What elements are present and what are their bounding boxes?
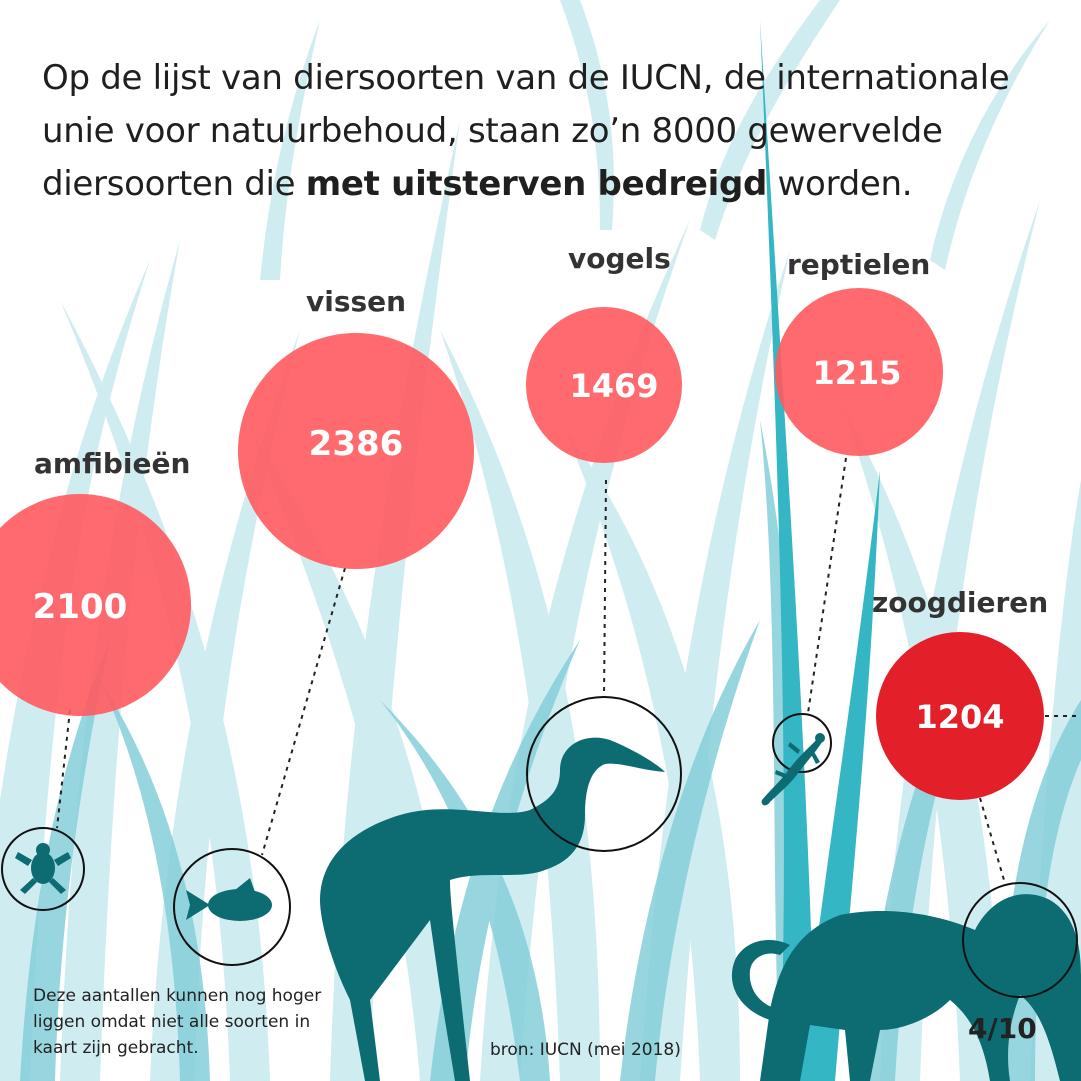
value-vissen: 2386 [308, 424, 404, 464]
label-zoogdieren: zoogdieren [872, 586, 1049, 619]
bubble-reptielen [775, 288, 943, 456]
value-amfibieen: 2100 [32, 587, 128, 627]
headline-part2: worden. [767, 164, 913, 204]
label-vissen: vissen [306, 285, 407, 318]
value-vogels: 1469 [569, 367, 659, 405]
value-zoogdieren: 1204 [915, 698, 1005, 736]
value-reptielen: 1215 [812, 354, 902, 392]
headline-bold: met uitsterven bedreigd [305, 164, 768, 204]
headline [42, 52, 1042, 211]
bubble-vogels [526, 307, 682, 463]
headline-part1: Op de lijst van diersoorten van de IUCN, de internationale unie voor natuurbehoud, staan zo’n 8000 gewervelde diersoorten die [42, 58, 1010, 204]
label-amfibieen: amfibieën [34, 447, 191, 480]
bubble-vissen [238, 333, 474, 569]
bubble-zoogdieren [876, 632, 1044, 800]
page-number: 4/10 [968, 1012, 1037, 1045]
label-reptielen: reptielen [787, 248, 931, 281]
footnote: Deze aantallen kunnen nog hoger liggen omdat niet alle soorten in kaart zijn gebracht. [33, 986, 322, 1058]
source-credit: bron: IUCN (mei 2018) [490, 1040, 681, 1060]
label-vogels: vogels [568, 242, 671, 275]
